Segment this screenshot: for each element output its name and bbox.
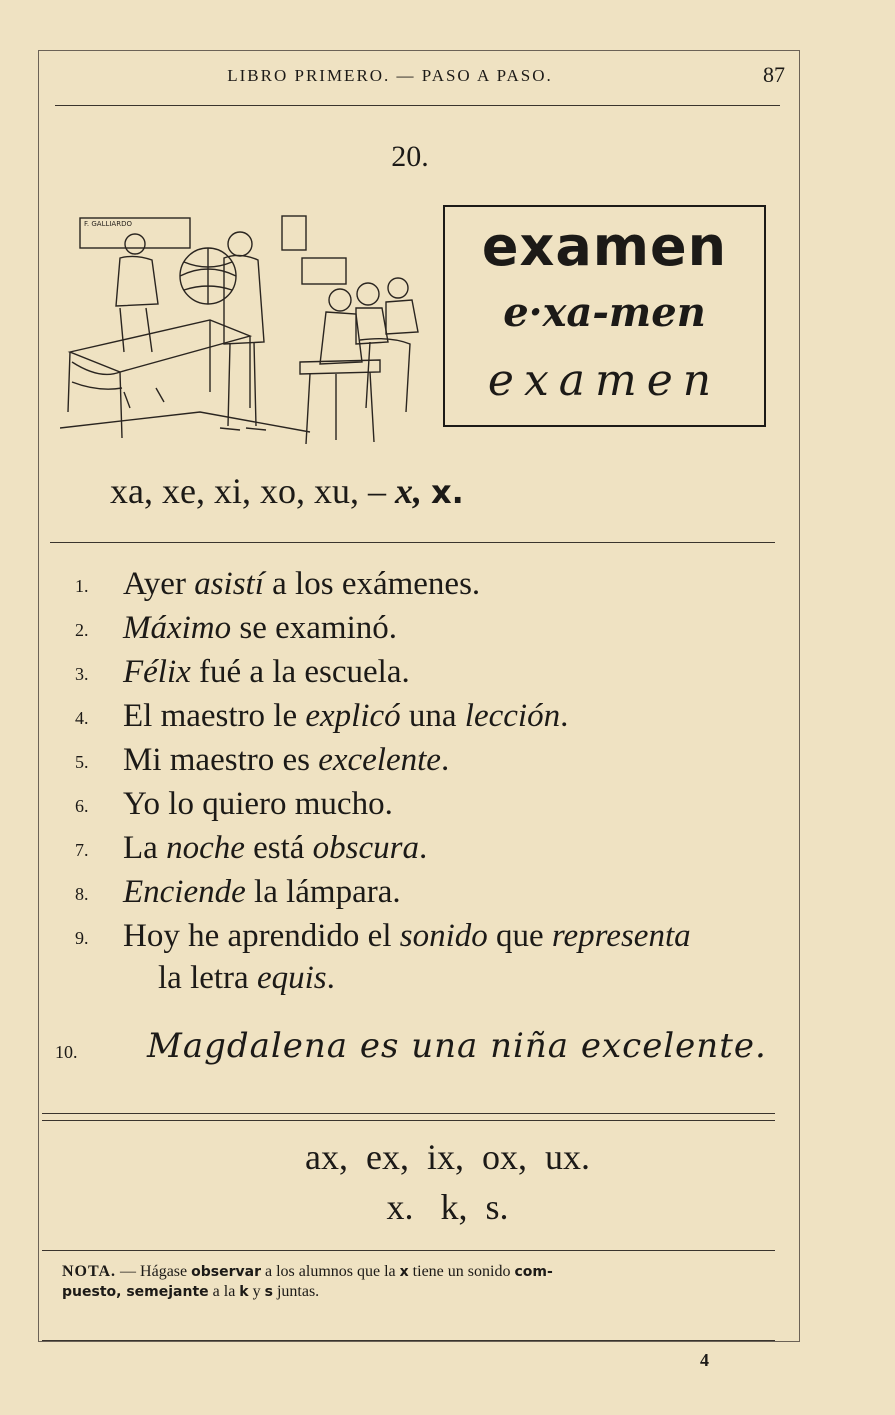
sentence-text: .: [440, 742, 450, 778]
sentence-10: [55, 1020, 775, 1080]
sentence-text: .: [326, 960, 335, 996]
syllable-bold-x: x.: [430, 473, 464, 511]
sentence-text: que: [487, 918, 552, 954]
sentence-9: [75, 918, 795, 955]
nota-text: y: [248, 1283, 265, 1300]
sounds-line-1: ax, ex, ix, ox, ux.: [305, 1137, 590, 1177]
sentence-text: Yo lo quiero mucho.: [123, 786, 393, 822]
sentence-text: Hoy he aprendido el: [123, 918, 400, 954]
nota-bold: s: [264, 1284, 273, 1300]
sentence-text: fué a la escuela.: [190, 654, 410, 690]
sentence-italic: explicó: [305, 698, 401, 734]
sentence-text: La: [123, 830, 167, 866]
nota-text: a la: [208, 1283, 240, 1300]
nota-rule: [42, 1250, 775, 1251]
cursive-sentence: Magdalena es una niña excelente.: [147, 1026, 767, 1066]
sentence-text: se examinó.: [231, 610, 398, 646]
bottom-rule-1: [42, 1113, 775, 1114]
sentence-italic: equis: [256, 960, 327, 996]
nota-text: tiene un sonido: [408, 1263, 515, 1280]
sentence-italic: asistí: [194, 566, 264, 602]
sentence-4: [75, 698, 795, 735]
sentence-italic: excelente: [318, 742, 441, 778]
sentence-7: [75, 830, 795, 867]
nota-text: a los alumnos que la: [261, 1263, 400, 1280]
sentence-text: la lámpara.: [245, 874, 401, 910]
sentence-text: Ayer: [123, 566, 195, 602]
sentence-3: [75, 654, 795, 691]
sentence-number: 8.: [75, 883, 89, 904]
gathering-signature: 4: [700, 1350, 709, 1370]
sentence-number: 3.: [75, 663, 89, 684]
footer-rule: [42, 1340, 775, 1341]
sentence-8: [75, 874, 795, 911]
sentence-5: [75, 742, 795, 779]
sentence-number: 6.: [75, 795, 89, 816]
sentence-text: Mi maestro es: [123, 742, 319, 778]
lesson-number: 20.: [391, 140, 429, 173]
sentence-1: [75, 566, 795, 603]
sentence-text: .: [560, 698, 569, 734]
sentence-number: 1.: [75, 575, 89, 596]
sentence-text: a los exámenes.: [263, 566, 481, 602]
sentence-text: una: [400, 698, 465, 734]
sentence-9-continuation: [158, 960, 335, 997]
running-title: LIBRO PRIMERO. — PASO A PASO.: [227, 66, 553, 85]
sentence-number: 7.: [75, 839, 89, 860]
syllable-script-x: x,: [394, 471, 422, 511]
sentence-italic: lección: [464, 698, 561, 734]
nota-bold: x: [399, 1264, 409, 1280]
sentence-text: .: [419, 830, 428, 866]
sentence-number: 5.: [75, 751, 89, 772]
sentence-2: [75, 610, 795, 647]
sentence-number: 10.: [55, 1042, 78, 1062]
word-script: examen: [487, 355, 722, 406]
sentence-text: El maestro le: [123, 698, 306, 734]
sentence-text: está: [244, 830, 313, 866]
bottom-rule-2: [42, 1120, 775, 1121]
sentence-number: 2.: [75, 619, 89, 640]
sounds-line-2: x. k, s.: [386, 1187, 509, 1227]
sentence-italic: Félix: [123, 654, 191, 690]
nota: [62, 1262, 772, 1302]
nota-text: — Hágase: [116, 1263, 192, 1280]
sentence-italic: obscura: [312, 830, 420, 866]
sentence-number: 9.: [75, 927, 89, 948]
word-bold: examen: [481, 215, 728, 278]
nota-text: juntas.: [272, 1283, 320, 1300]
sentence-text: la letra: [158, 960, 257, 996]
nota-bold: com- puesto, semejante: [62, 1264, 553, 1300]
sentence-italic: sonido: [399, 918, 488, 954]
sentence-italic: noche: [166, 830, 245, 866]
sentence-italic: representa: [551, 918, 691, 954]
sentence-number: 4.: [75, 707, 89, 728]
nota-label: NOTA.: [62, 1263, 117, 1280]
illustration-signature: F. GALLIARDO: [84, 220, 132, 228]
sentence-6: [75, 786, 795, 823]
word-syllabified: e·xa-men: [503, 289, 706, 336]
nota-bold: k: [239, 1284, 249, 1300]
syllables-plain: xa, xe, xi, xo, xu, –: [110, 471, 386, 511]
sentence-italic: Enciende: [123, 874, 246, 910]
nota-bold: observar: [191, 1264, 261, 1280]
sentence-italic: Máximo: [123, 610, 232, 646]
page-number: 87: [763, 62, 785, 87]
